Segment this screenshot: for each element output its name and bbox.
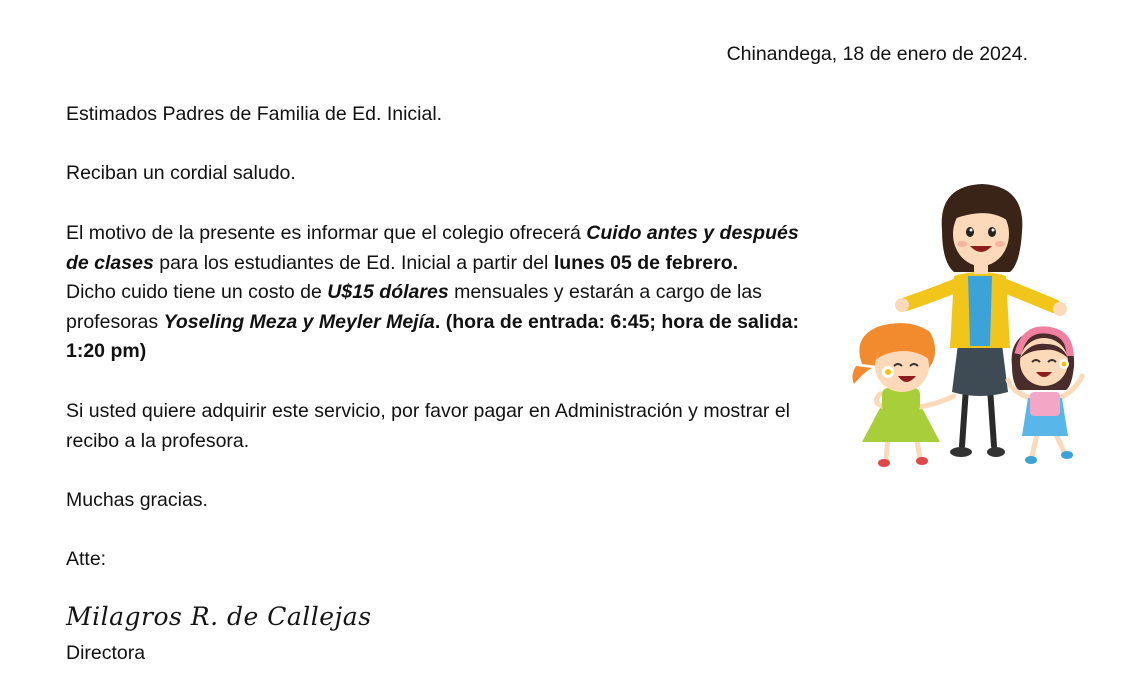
paragraph-line — [66, 219, 799, 249]
service-name-cont: de clases — [66, 251, 154, 274]
teacher-names: Yoseling Meza y Meyler Mejía — [163, 310, 435, 333]
schedule-hours: . (hora de entrada: 6:45; hora de salida: — [434, 310, 799, 333]
letter-salutation: Reciban un cordial saludo. — [66, 162, 296, 184]
text-run: profesoras — [66, 310, 164, 333]
text-run: para los estudiantes de Ed. Inicial a partir del — [153, 251, 554, 274]
start-date: lunes 05 de febrero. — [553, 251, 739, 274]
service-name: Cuido antes y después — [586, 222, 799, 244]
girl-left-figure — [852, 323, 954, 467]
text-run: El motivo de la presente es informar que el colegio ofrecerá — [66, 222, 587, 244]
paragraph-line — [66, 249, 738, 279]
girl-right-figure — [1008, 328, 1082, 464]
schedule-hours-cont: 1:20 pm) — [66, 340, 147, 363]
letter-closing: Atte: — [66, 548, 107, 570]
paragraph-line: Si usted quiere adquirir este servicio, por favor pagar en Administración y mostrar el — [66, 400, 791, 422]
signer-title: Directora — [66, 642, 146, 664]
paragraph-line: recibo a la profesora. — [66, 429, 250, 452]
text-run: Dicho cuido tiene un costo de — [66, 281, 328, 304]
text-run: mensuales y estarán a cargo de las — [448, 281, 762, 304]
paragraph-line — [66, 278, 762, 308]
letter-greeting: Estimados Padres de Familia de Ed. Inicial. — [66, 103, 443, 125]
letter-date: Chinandega, 18 de enero de 2024. — [726, 43, 1028, 65]
signature: Milagros R. de Callejas — [66, 602, 372, 631]
letter-thanks: Muchas gracias. — [66, 489, 208, 511]
teacher-with-children-illustration — [850, 176, 1090, 476]
paragraph-line — [66, 308, 799, 338]
service-cost: U$15 dólares — [327, 281, 449, 304]
